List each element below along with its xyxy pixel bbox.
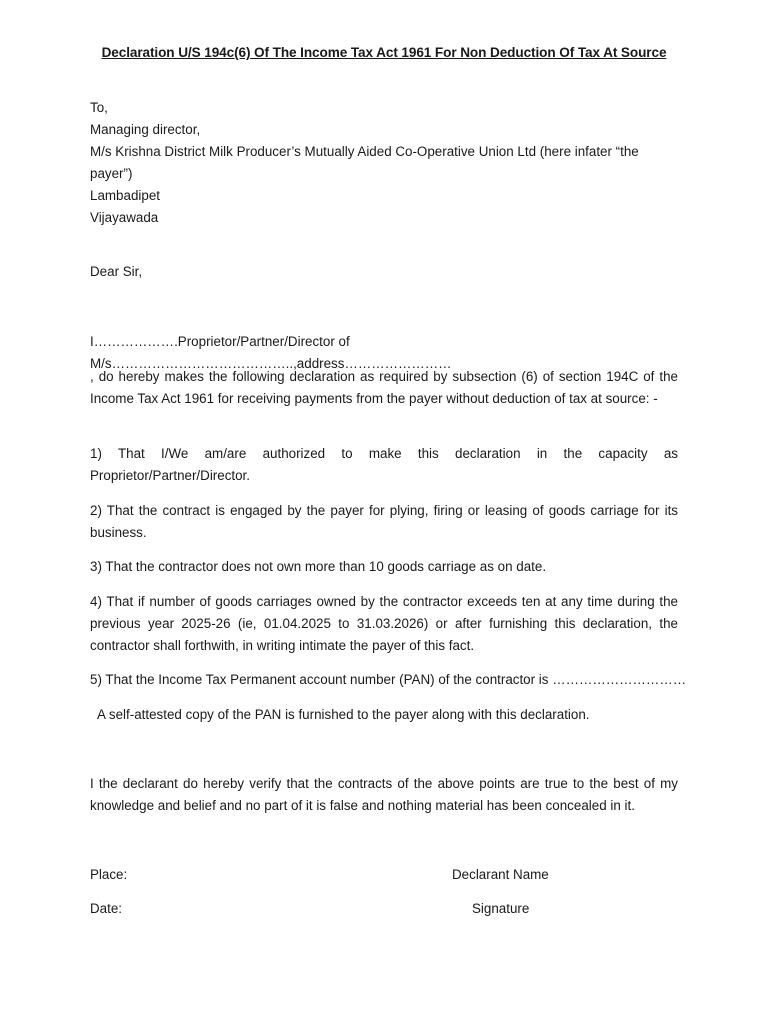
declarant-line: I……………….Proprietor/Partner/Director of M/s…………………………………..,address…………………… — [90, 334, 452, 371]
place-label: Place: — [90, 867, 128, 882]
address-city: Vijayawada — [90, 210, 159, 225]
point-1-text: 1) That I/We am/are authorized to make this declaration in the capacity as Proprietor/Partner/Director. — [90, 446, 678, 483]
address-designation: Managing director, — [90, 122, 201, 137]
point-2-text: 2) That the contract is engaged by the payer for plying, firing or leasing of goods carriage for its business. — [90, 503, 678, 540]
address-company-line2: payer”) — [90, 166, 133, 181]
point-1 — [90, 443, 678, 487]
intro-paragraph — [90, 366, 678, 410]
address-to: To, — [90, 100, 108, 115]
point-4-text: 4) That if number of goods carriages owned by the contractor exceeds ten at any time during the previous year 2025-26 (ie, 01.04.2025 to 31.03.2026) or after furnishing this declaration, the contractor shall forthwith, in writing intimate the payer of this fact. — [90, 594, 678, 653]
point-2 — [90, 500, 678, 544]
address-block — [90, 97, 678, 229]
point-4 — [90, 591, 678, 657]
address-locality: Lambadipet — [90, 188, 160, 203]
address-company-line1: M/s Krishna District Milk Producer’s Mutually Aided Co-Operative Union Ltd (here infater “the — [90, 144, 639, 159]
intro-text: , do hereby makes the following declaration as required by subsection (6) of section 194C of the Income Tax Act 1961 for receiving payments from the payer without deduction of tax at source: - — [90, 369, 678, 406]
point-5 — [90, 669, 687, 691]
date-label: Date: — [90, 901, 123, 916]
point-3 — [90, 556, 678, 578]
pan-note: A self-attested copy of the PAN is furnished to the payer along with this declaration. — [97, 707, 590, 722]
document-title: Declaration U/S 194c(6) Of The Income Tax Act 1961 For Non Deduction Of Tax At Source — [101, 45, 667, 60]
verification-paragraph — [90, 773, 678, 817]
declarant-name-label: Declarant Name — [452, 867, 549, 882]
salutation: Dear Sir, — [90, 264, 143, 279]
signature-label: Signature — [472, 901, 530, 916]
point-3-text: 3) That the contractor does not own more than 10 goods carriage as on date. — [90, 559, 547, 574]
verification-text: I the declarant do hereby verify that the contracts of the above points are true to the best of my knowledge and belief and no part of it is false and nothing material has been concealed in it. — [90, 776, 678, 813]
point-5-text: 5) That the Income Tax Permanent account number (PAN) of the contractor is ………………………… — [90, 672, 687, 687]
